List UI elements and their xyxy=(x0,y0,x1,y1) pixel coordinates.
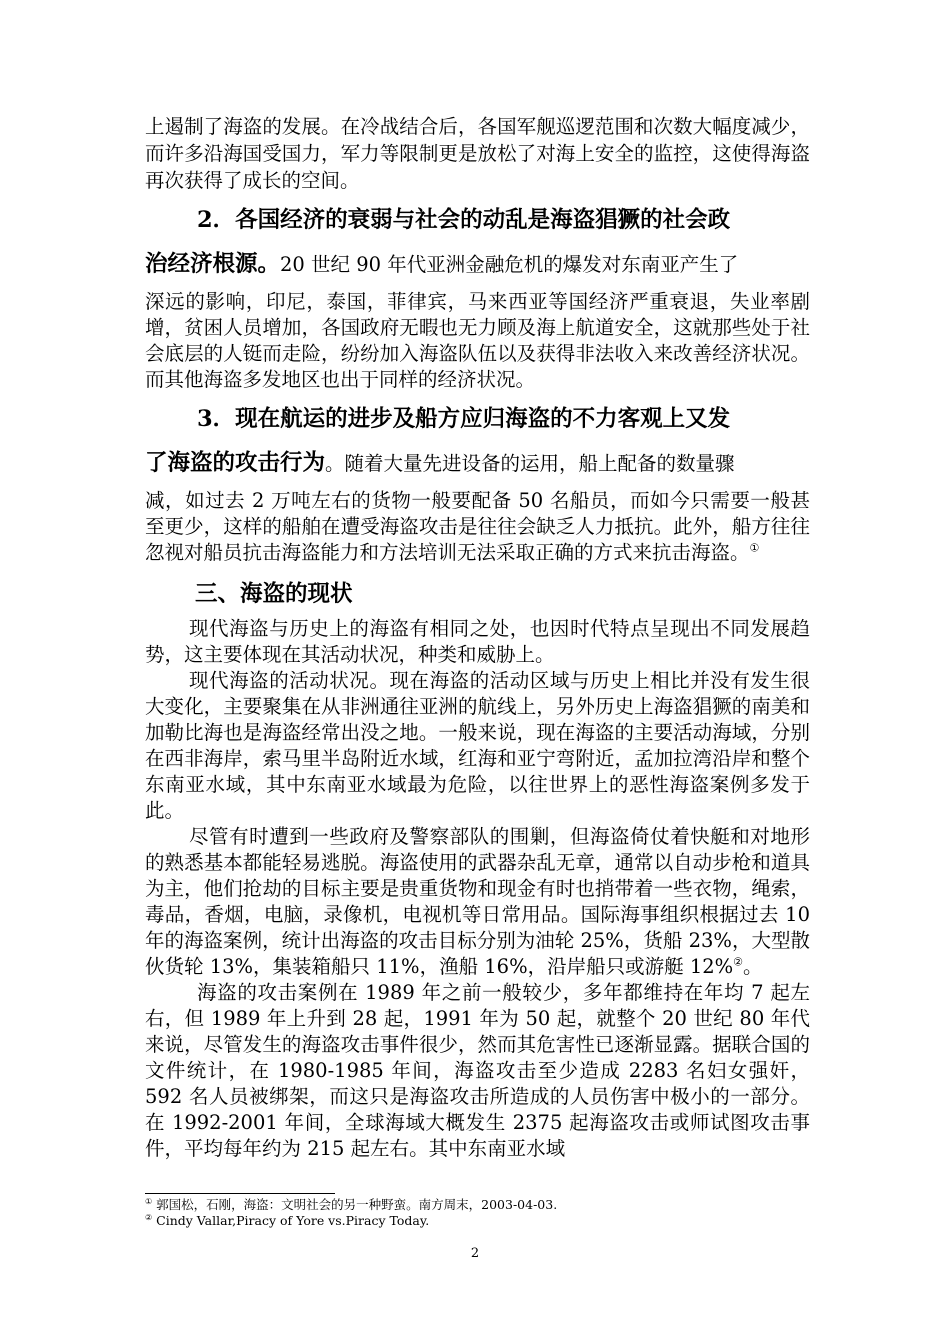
paragraph: 海盗的攻击案例在 1989 年之前一般较少，多年都维持在年均 7 起左右，但 1989 年上升到 28 起，1991 年为 50 起，就整个 20 世纪 80 年代来说，尽管发生的海盗攻击事件很少，然而其危害性已逐渐显露。据联合国的文件统计，在 1980-1985 年间，海盗攻击至少造成 2283 名妇女强奸，592 名人员被绑架，而这只是海盗攻击所造成的人员伤害中极小的一部分。在 1992-2001 年间，全球海域大概发生 2375 起海盗攻击或师试图攻击事件，平均每年约为 215 起左右。其中东南亚水域 xyxy=(145,981,811,1160)
footnote-ref[interactable]: ② xyxy=(733,955,744,969)
paragraph-text: 减，如过去 2 万吨左右的货物一般要配备 50 名船员，而如今只需要一般甚至更少，这样的船舶在遭受海盗攻击是往往会缺乏人力抵抗。此外，船方往往忽视对船员抗击海盗能力和方法培训无法采取正确的方式来抗击海盗。 xyxy=(145,489,810,564)
paragraph-lead: 。随着大量先进设备的运用，船上配备的数量骤 xyxy=(325,452,735,475)
footnote-divider xyxy=(145,1193,335,1194)
paragraph-text: 尽管有时遭到一些政府及警察部队的围剿，但海盗倚仗着快艇和对地形的熟悉基本都能轻易逃脱。海盗使用的武器杂乱无章，通常以自动步枪和道具为主，他们抢劫的目标主要是贵重货物和现金有时也捎带着一些衣物，绳索，毒品，香烟，电脑，录像机，电视机等日常用品。国际海事组织根据过去 10 年的海盗案例，统计出海盗的攻击目标分别为油轮 25%，货船 23%，大型散伙货轮 13%，集装箱船只 11%，渔船 16%，沿岸船只或游艇 12% xyxy=(145,825,810,978)
section-title: 三、海盗的现状 xyxy=(195,581,353,607)
paragraph: 现代海盗与历史上的海盗有相同之处，也因时代特点呈现出不同发展趋势，这主要体现在其活动状况，种类和威胁上。 xyxy=(145,617,810,666)
heading-continuation-line xyxy=(145,441,810,486)
section-heading-end: 了海盗的攻击行为 xyxy=(145,450,326,476)
paragraph: 深远的影响，印尼，泰国，菲律宾，马来西亚等国经济严重衰退，失业率剧增，贫困人员增加，各国政府无暇也无力顾及海上航道安全，这就那些处于社会底层的人铤而走险，纷纷加入海盗队伍以及获得非法收入来改善经济状况。而其他海盗多发地区也出于同样的经济状况。 xyxy=(145,290,810,391)
footnote xyxy=(145,1213,810,1229)
paragraph: 现代海盗的活动状况。现在海盗的活动区域与历史上相比并没有发生很大变化，主要聚集在从非洲通往亚洲的航线上，另外历史上海盗猖獗的南美和加勒比海也是海盗经常出没之地。一般来说，现在海盗的主要活动海域，分别在西非海岸，索马里半岛附近水域，红海和亚宁弯附近，孟加拉湾沿岸和整个东南亚水域，其中东南亚水域最为危险，以往世界上的恶性海盗案例多发于此。 xyxy=(145,669,810,822)
section-heading: 2．各国经济的衰弱与社会的动乱是海盗猖獗的社会政 xyxy=(197,207,731,233)
heading-continuation-line xyxy=(145,242,810,287)
paragraph xyxy=(145,488,810,566)
footnote xyxy=(145,1197,810,1213)
paragraph xyxy=(145,824,810,980)
footnote-ref[interactable]: ① xyxy=(749,541,760,555)
paragraph-text-end: 。 xyxy=(743,955,763,978)
footnote-text: 郭国松，石刚，海盗：文明社会的另一种野蛮。南方周末，2003-04-03. xyxy=(152,1197,558,1212)
footnote-text: Cindy Vallar,Piracy of Yore vs.Piracy Today. xyxy=(152,1213,430,1228)
footnote-mark: ① xyxy=(145,1196,153,1206)
paragraph: 上遏制了海盗的发展。在冷战结合后，各国军舰巡逻范围和次数大幅度减少，而许多沿海国受国力，军力等限制更是放松了对海上安全的监控，这使得海盗再次获得了成长的空间。 xyxy=(145,115,810,192)
page-number: 2 xyxy=(470,1246,480,1261)
section-heading-end: 治经济根源。 xyxy=(145,251,281,277)
footnote-mark: ② xyxy=(145,1212,153,1222)
footnotes xyxy=(145,1197,810,1229)
body-text xyxy=(145,113,810,1162)
section-heading: 3．现在航运的进步及船方应归海盗的不力客观上又发 xyxy=(197,406,731,432)
paragraph-lead: 20 世纪 90 年代亚洲金融危机的爆发对东南亚产生了 xyxy=(280,253,739,276)
